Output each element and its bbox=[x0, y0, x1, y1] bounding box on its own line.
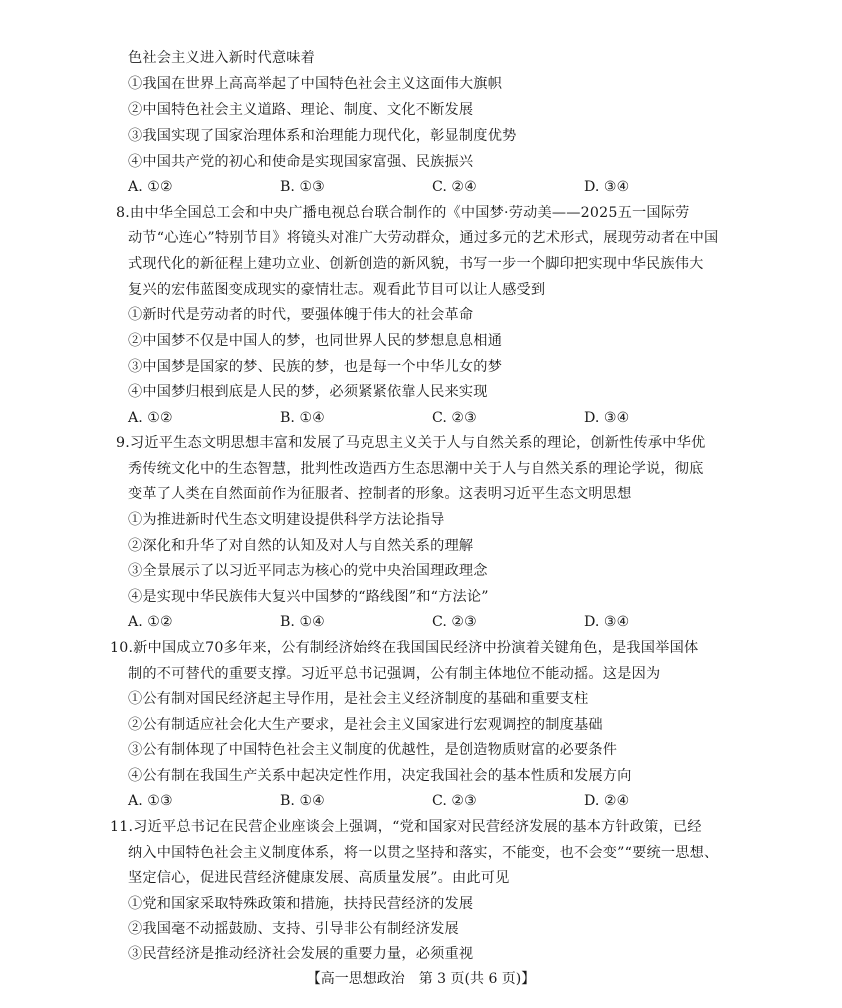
q7-statement-2: ②中国特色社会主义道路、理论、制度、文化不断发展 bbox=[128, 102, 474, 118]
question-8-stem-line2: 动节“心连心”特别节目》将镜头对准广大劳动群众，通过多元的艺术形式，展现劳动者在中国 bbox=[128, 230, 719, 246]
q7-statement-4: ④中国共产党的初心和使命是实现国家富强、民族振兴 bbox=[128, 154, 474, 170]
q7-option-b: B. ①③ bbox=[280, 179, 325, 195]
q9-option-c: C. ②③ bbox=[432, 614, 477, 630]
question-9-stem-line2: 秀传统文化中的生态智慧，批判性改造西方生态思潮中关于人与自然关系的理论学说，彻底 bbox=[128, 461, 704, 477]
question-11-stem-line3: 坚定信心，促进民营经济健康发展、高质量发展”。由此可见 bbox=[128, 870, 510, 886]
question-11-stem-line2: 纳入中国特色社会主义制度体系，将一以贯之坚持和落实，不能变，也不会变”“要统一思想、 bbox=[128, 845, 719, 861]
q10-statement-3: ③公有制体现了中国特色社会主义制度的优越性，是创造物质财富的必要条件 bbox=[128, 742, 618, 758]
question-9-stem-line3: 变革了人类在自然面前作为征服者、控制者的形象。这表明习近平生态文明思想 bbox=[128, 486, 632, 502]
question-8-stem: 8.由中华全国总工会和中央广播电视总台联合制作的《中国梦·劳动美——2025五一国际劳 bbox=[116, 205, 690, 221]
q7-option-a: A. ①② bbox=[128, 179, 173, 195]
q9-statement-4: ④是实现中华民族伟大复兴中国梦的“路线图”和“方法论” bbox=[128, 589, 489, 605]
q8-option-a: A. ①② bbox=[128, 410, 173, 426]
q7-option-c: C. ②④ bbox=[432, 179, 477, 195]
q8-statement-2: ②中国梦不仅是中国人的梦，也同世界人民的梦想息息相通 bbox=[128, 333, 503, 349]
q8-statement-1: ①新时代是劳动者的时代，要强体魄于伟大的社会革命 bbox=[128, 307, 474, 323]
question-8-stem-line4: 复兴的宏伟蓝图变成现实的豪情壮志。观看此节目可以让人感受到 bbox=[128, 282, 546, 298]
question-11-stem: 11.习近平总书记在民营企业座谈会上强调，“党和国家对民营经济发展的基本方针政策，已经 bbox=[110, 819, 702, 835]
q11-statement-3: ③民营经济是推动经济社会发展的重要力量，必须重视 bbox=[128, 946, 474, 962]
q8-option-c: C. ②③ bbox=[432, 410, 477, 426]
q9-option-b: B. ①④ bbox=[280, 614, 325, 630]
q9-statement-3: ③全景展示了以习近平同志为核心的党中央治国理政理念 bbox=[128, 563, 488, 579]
question-10-stem: 10.新中国成立70多年来，公有制经济始终在我国国民经济中扮演着关键角色，是我国举国体 bbox=[110, 640, 699, 656]
q8-option-d: D. ③④ bbox=[584, 410, 630, 426]
question-10-stem-line2: 制的不可替代的重要支撑。习近平总书记强调，公有制主体地位不能动摇。这是因为 bbox=[128, 666, 661, 682]
q9-option-a: A. ①② bbox=[128, 614, 173, 630]
q10-statement-2: ②公有制适应社会化大生产要求，是社会主义国家进行宏观调控的制度基础 bbox=[128, 717, 603, 733]
q7-option-d: D. ③④ bbox=[584, 179, 630, 195]
question-9-stem: 9.习近平生态文明思想丰富和发展了马克思主义关于人与自然关系的理论，创新性传承中华优 bbox=[116, 435, 706, 451]
q7-statement-1: ①我国在世界上高高举起了中国特色社会主义这面伟大旗帜 bbox=[128, 76, 503, 92]
q8-statement-3: ③中国梦是国家的梦、民族的梦，也是每一个中华儿女的梦 bbox=[128, 359, 503, 375]
q9-statement-2: ②深化和升华了对自然的认知及对人与自然关系的理解 bbox=[128, 538, 474, 554]
q10-option-c: C. ②③ bbox=[432, 793, 477, 809]
q9-option-d: D. ③④ bbox=[584, 614, 630, 630]
q10-option-a: A. ①③ bbox=[128, 793, 173, 809]
question-8-stem-line3: 式现代化的新征程上建功立业、创新创造的新风貌，书写一步一个脚印把实现中华民族伟大 bbox=[128, 256, 704, 272]
q7-statement-3: ③我国实现了国家治理体系和治理能力现代化，彰显制度优势 bbox=[128, 128, 517, 144]
q8-statement-4: ④中国梦归根到底是人民的梦，必须紧紧依靠人民来实现 bbox=[128, 384, 488, 400]
page-footer: 【高一思想政治 第 3 页(共 6 页)】 bbox=[306, 971, 536, 987]
q10-option-d: D. ②④ bbox=[584, 793, 630, 809]
q11-statement-2: ②我国毫不动摇鼓励、支持、引导非公有制经济发展 bbox=[128, 921, 459, 937]
question-7-stem-end: 色社会主义进入新时代意味着 bbox=[128, 50, 316, 66]
q8-option-b: B. ①④ bbox=[280, 410, 325, 426]
q10-statement-4: ④公有制在我国生产关系中起决定性作用，决定我国社会的基本性质和发展方向 bbox=[128, 768, 632, 784]
q11-statement-1: ①党和国家采取特殊政策和措施，扶持民营经济的发展 bbox=[128, 896, 474, 912]
q9-statement-1: ①为推进新时代生态文明建设提供科学方法论指导 bbox=[128, 512, 445, 528]
q10-statement-1: ①公有制对国民经济起主导作用，是社会主义经济制度的基础和重要支柱 bbox=[128, 691, 589, 707]
q10-option-b: B. ①④ bbox=[280, 793, 325, 809]
